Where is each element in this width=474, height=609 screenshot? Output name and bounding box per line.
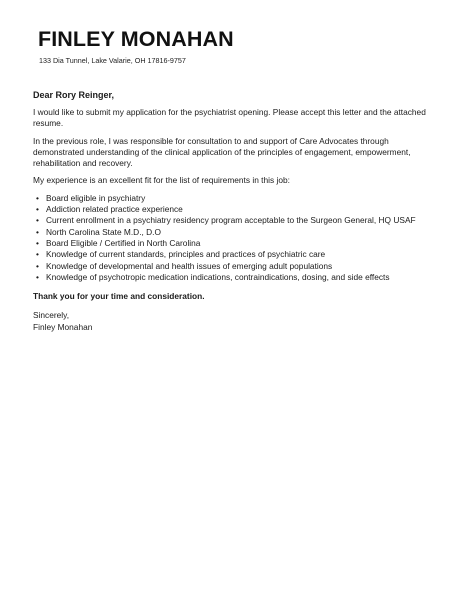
cover-letter-page [33,27,441,332]
applicant-address: 133 Dia Tunnel, Lake Valarie, OH 17816-9757 [39,56,186,65]
list-item: • Addiction related practice experience [46,204,441,215]
letter-body [33,89,441,333]
intro-paragraph: I would like to submit my application for the psychiatrist opening. Please accept this letter and the attached resume. [33,107,426,129]
list-item: • Board Eligible / Certified in North Carolina [46,238,441,249]
applicant-name: FINLEY MONAHAN [38,27,234,51]
closing: Sincerely, [33,310,70,321]
list-item: • Knowledge of psychotropic medication indications, contraindications, dosing, and side effects [46,272,441,283]
signature-name: Finley Monahan [33,321,93,332]
requirements-intro: My experience is an excellent fit for the list of requirements in this job: [33,175,290,186]
salutation: Dear Rory Reinger, [33,90,115,100]
list-item: • North Carolina State M.D., D.O [46,227,441,238]
experience-paragraph: In the previous role, I was responsible for consultation to and support of Care Advocates through demonstrated understanding of the clinical application of the principles of engagement, empowerment, rehabilitation and recovery. [33,135,411,169]
requirements-list [33,193,441,283]
thanks-line: Thank you for your time and consideration. [33,291,205,302]
list-item: • Board eligible in psychiatry [46,193,441,204]
list-item: • Knowledge of current standards, principles and practices of psychiatric care [46,249,441,260]
list-item: • Knowledge of developmental and health issues of emerging adult populations [46,261,441,272]
list-item: • Current enrollment in a psychiatry residency program acceptable to the Surgeon General, HQ USAF [46,215,441,226]
